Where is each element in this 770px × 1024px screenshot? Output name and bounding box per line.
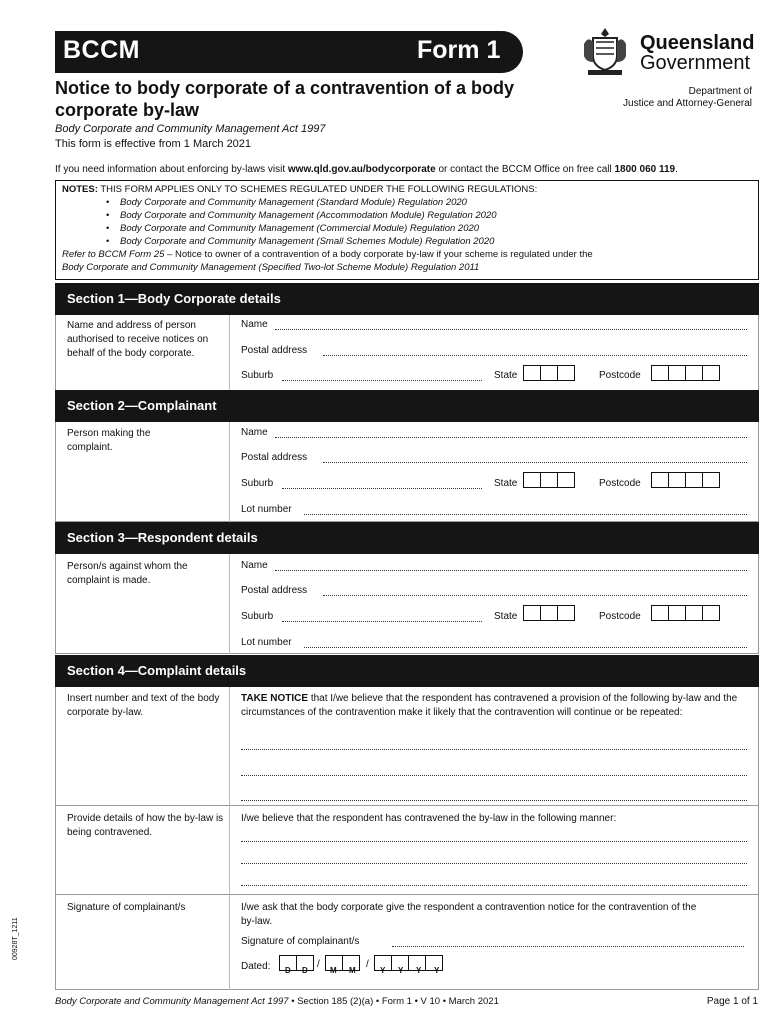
list-item: • Body Corporate and Community Management (Accommodation Module) Regulation 2020 [120,209,752,222]
date-letter-d1: D [285,966,291,975]
s2-state-input[interactable] [523,472,574,488]
s2-name-input[interactable] [275,430,747,438]
s1-postal-input[interactable] [323,348,747,356]
section-3-label: Person/s against whom the complaint is made. [67,561,188,586]
s2-postcode-label: Postcode [599,478,641,489]
section-4-label-signature: Signature of complainant/s [67,902,186,913]
signature-input[interactable] [392,939,744,947]
s3-name-input[interactable] [275,563,747,571]
take-notice-bold: TAKE NOTICE [241,693,309,704]
info-end: . [675,164,678,175]
s2-postcode-input[interactable] [651,472,719,488]
section-4-label-bylaw: Insert number and text of the body corporate by-law. [67,693,220,718]
section-4-label-manner: Provide details of how the by-law is being contravened. [67,813,224,838]
date-letter-d2: D [302,966,308,975]
s1-name-label: Name [241,319,268,330]
divider [229,422,230,522]
s3-lot-label: Lot number [241,637,292,648]
section-1-heading: Section 1—Body Corporate details [55,283,759,315]
date-letter-y4: Y [434,966,440,975]
date-letter-y1: Y [380,966,386,975]
form-code: 00928T_1211 [12,917,19,960]
info-line [55,164,678,175]
s2-postal-label: Postal address [241,452,308,463]
effective-date: This form is effective from 1 March 2021 [55,138,252,150]
logo-queensland: Queensland [640,32,755,54]
notes-intro: THIS FORM APPLIES ONLY TO SCHEMES REGULATED UNDER THE FOLLOWING REGULATIONS: [97,184,538,195]
s3-state-input[interactable] [523,605,574,621]
section-2-heading: Section 2—Complainant [55,390,759,422]
s2-state-label: State [494,478,518,489]
s1-name-input[interactable] [275,322,747,330]
notes-label: NOTES: [62,184,98,195]
s1-suburb-input[interactable] [282,373,482,381]
refer-form: Refer to BCCM Form 25 [62,249,165,260]
refer-text: – Notice to owner of a contravention of a body corporate by-law if your scheme is regulated under the [164,249,593,260]
regulations-list [120,196,752,248]
divider [229,687,230,990]
bylaw-line-2[interactable] [241,768,747,776]
s2-lot-input[interactable] [304,507,747,515]
list-item: • Body Corporate and Community Management (Small Schemes Module) Regulation 2020 [120,235,752,248]
signature-label: Signature of complainant/s [241,936,360,947]
footer-rest: • Section 185 (2)(a) • Form 1 • V 10 • March 2021 [288,996,499,1007]
section-1-label: Name and address of person authorised to receive notices on behalf of the body corporate. [67,320,209,359]
s1-postcode-label: Postcode [599,370,641,381]
manner-line-2[interactable] [241,856,747,864]
s2-suburb-input[interactable] [282,481,482,489]
bylaw-line-3[interactable] [241,793,747,801]
section-2-label: Person making the complaint. [67,428,151,453]
bccm-label: BCCM [63,36,140,64]
s2-postal-input[interactable] [323,455,747,463]
date-slash-2: / [366,959,369,970]
info-prefix: If you need information about enforcing by-laws visit [55,164,288,175]
date-slash-1: / [317,959,320,970]
divider [229,315,230,393]
date-letter-m1: M [330,966,337,975]
info-url-link[interactable]: www.qld.gov.au/bodycorporate [287,164,436,175]
date-letter-y3: Y [416,966,422,975]
section-3-heading: Section 3—Respondent details [55,522,759,554]
notes-box [55,180,759,280]
form-banner [55,31,523,73]
s1-postal-label: Postal address [241,345,308,356]
list-item: • Body Corporate and Community Management (Commercial Module) Regulation 2020 [120,222,752,235]
s3-suburb-label: Suburb [241,611,274,622]
s1-suburb-label: Suburb [241,370,274,381]
s2-name-label: Name [241,427,268,438]
page-number: Page 1 of 1 [706,996,758,1007]
s3-lot-input[interactable] [304,640,747,648]
s2-suburb-label: Suburb [241,478,274,489]
info-middle: or contact the BCCM Office on free call [435,164,615,175]
s3-name-label: Name [241,560,268,571]
s3-suburb-input[interactable] [282,614,482,622]
dept-line-1: Department of [688,86,752,97]
s3-postcode-input[interactable] [651,605,719,621]
take-notice-text [241,692,751,720]
divider [229,554,230,654]
section-4-heading: Section 4—Complaint details [55,655,759,687]
footer [55,996,499,1007]
bylaw-line-1[interactable] [241,742,747,750]
manner-text: I/we believe that the respondent has contravened the by-law in the following manner: [241,813,617,824]
form-title: Notice to body corporate of a contravention of a body corporate by-law [55,78,515,120]
manner-line-1[interactable] [241,834,747,842]
manner-line-3[interactable] [241,878,747,886]
s2-lot-label: Lot number [241,504,292,515]
date-letter-m2: M [349,966,356,975]
coat-of-arms-icon [578,24,632,78]
info-phone: 1800 060 119 [614,164,676,175]
list-item: • Body Corporate and Community Management (Standard Module) Regulation 2020 [120,196,752,209]
department-name [623,86,752,110]
s3-state-label: State [494,611,518,622]
queensland-government-logo [578,24,753,80]
dept-line-2: Justice and Attorney-General [623,98,752,109]
s3-postal-label: Postal address [241,585,308,596]
s3-postcode-label: Postcode [599,611,641,622]
footer-act: Body Corporate and Community Management Act 1997 [55,996,289,1007]
s3-postal-input[interactable] [323,588,747,596]
s1-state-input[interactable] [523,365,574,381]
dated-label: Dated: [241,961,271,972]
date-letter-y2: Y [398,966,404,975]
refer-regulation: Body Corporate and Community Management (Specified Two-lot Scheme Module) Regulation 2011 [62,262,480,273]
form-number: Form 1 [417,36,501,64]
take-notice-rest: that I/we believe that the respondent has contravened a provision of the following by-law and the circumstances of the contravention make it likely that the contravention will continue or be repeated: [241,693,738,718]
s1-state-label: State [494,370,518,381]
ask-text: I/we ask that the body corporate give the respondent a contravention notice for the contravention of the by-law. [241,902,697,927]
logo-government: Government [640,52,751,74]
act-name: Body Corporate and Community Management Act 1997 [55,123,326,135]
s1-postcode-input[interactable] [651,365,719,381]
